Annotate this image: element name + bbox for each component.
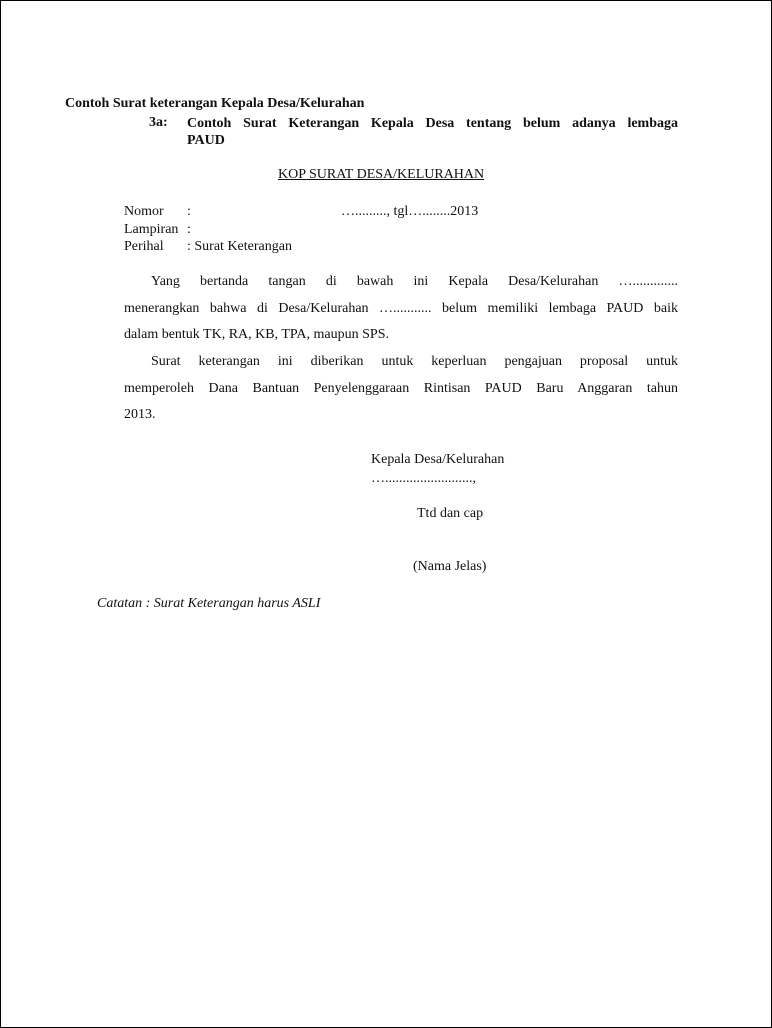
paragraph2-line1: Surat keterangan ini diberikan untuk keperluan pengajuan proposal untuk — [151, 354, 678, 369]
document-heading: Contoh Surat keterangan Kepala Desa/Kelurahan — [65, 96, 365, 111]
perihal-value: : Surat Keterangan — [187, 239, 292, 254]
sub-title-line1: Contoh Surat Keterangan Kepala Desa tentang belum adanya lembaga — [187, 116, 678, 131]
sub-title-line2: PAUD — [187, 133, 225, 148]
paragraph2-line3: 2013. — [124, 407, 156, 422]
note-text: Catatan : Surat Keterangan harus ASLI — [97, 596, 321, 611]
kop-surat-title: KOP SURAT DESA/KELURAHAN — [278, 167, 485, 182]
paragraph1-line2: menerangkan bahwa di Desa/Kelurahan …........... belum memiliki lembaga PAUD baik — [124, 301, 678, 316]
sub-number: 3a: — [149, 115, 168, 130]
paragraph1-line1: Yang bertanda tangan di bawah ini Kepala Desa/Kelurahan …............. — [151, 274, 678, 289]
signature-dots: …........................., — [371, 471, 476, 486]
nomor-colon: : — [187, 204, 191, 219]
date-line: …........., tgl…........2013 — [341, 204, 479, 219]
perihal-label: Perihal — [124, 239, 164, 254]
signature-title: Kepala Desa/Kelurahan — [371, 452, 505, 467]
signature-name: (Nama Jelas) — [413, 559, 487, 574]
lampiran-label: Lampiran — [124, 222, 179, 237]
signature-ttd: Ttd dan cap — [417, 506, 484, 521]
lampiran-colon: : — [187, 222, 191, 237]
paragraph2-line2: memperoleh Dana Bantuan Penyelenggaraan Rintisan PAUD Baru Anggaran tahun — [124, 381, 678, 396]
paragraph1-line3: dalam bentuk TK, RA, KB, TPA, maupun SPS. — [124, 327, 389, 342]
nomor-label: Nomor — [124, 204, 164, 219]
